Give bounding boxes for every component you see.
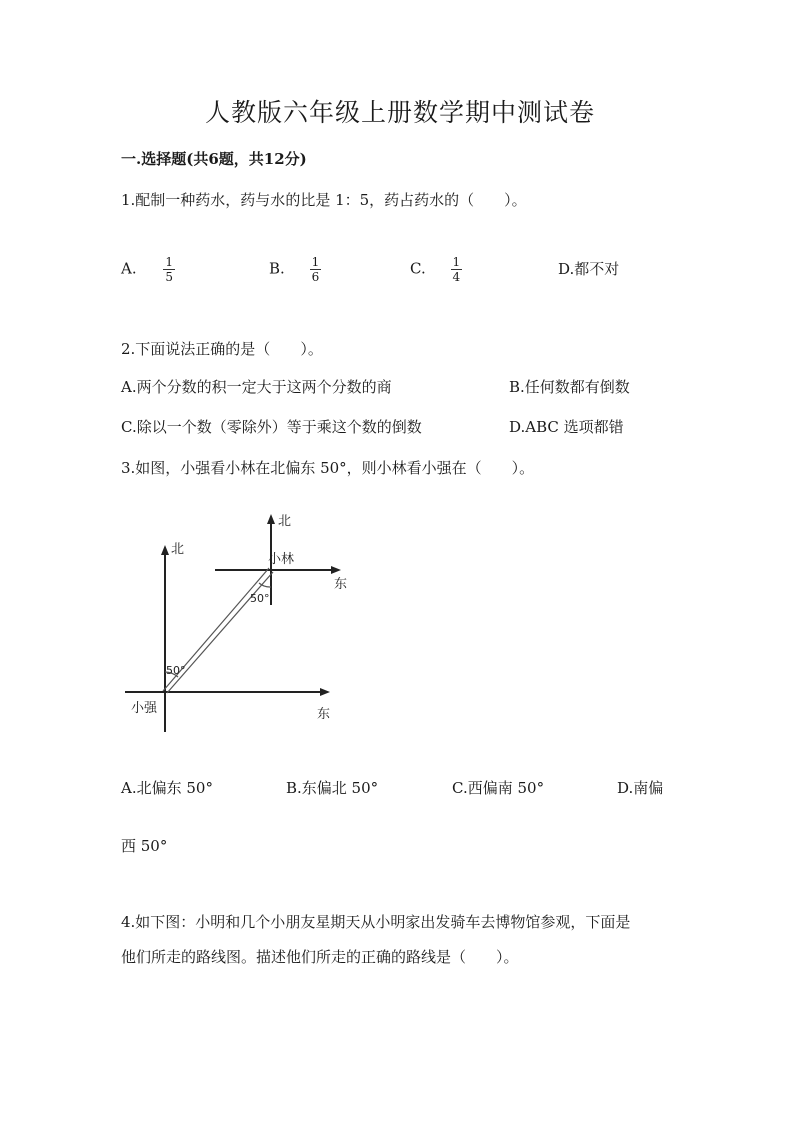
q1-option-a	[121, 255, 175, 284]
label-north-xiaolin: 北	[278, 514, 292, 529]
question-2-stem: 2.下面说法正确的是（ ）。	[121, 340, 323, 358]
angle-label-xiaoqiang: 50°	[166, 664, 186, 677]
q1-option-c-fraction	[451, 255, 463, 284]
q3-option-b: B.东偏北 50°	[286, 779, 379, 797]
q1-option-b-fraction	[310, 255, 322, 284]
q3-option-d: D.南偏	[617, 779, 664, 797]
q1-option-b-denominator: 6	[311, 270, 320, 284]
xiaoqiang-east-arrow	[320, 688, 330, 696]
q2-option-c: C.除以一个数（零除外）等于乘这个数的倒数	[121, 418, 422, 436]
question-4-stem-line-2: 他们所走的路线图。描述他们所走的正确的路线是（ ）。	[121, 948, 519, 966]
label-xiaoqiang: 小强	[131, 701, 158, 716]
xiaolin-east-arrow	[331, 566, 341, 574]
q1-option-c-letter: C.	[410, 259, 426, 278]
q3-option-d-wrap: 西 50°	[121, 837, 168, 855]
q2-option-a: A.两个分数的积一定大于这两个分数的商	[121, 378, 392, 396]
q1-option-d	[558, 258, 619, 279]
q1-option-a-numerator: 1	[165, 255, 174, 269]
label-xiaolin: 小林	[268, 552, 295, 567]
q3-option-c: C.西偏南 50°	[452, 779, 545, 797]
xiaoqiang-north-arrow	[161, 545, 169, 555]
q1-option-a-letter: A.	[121, 259, 137, 278]
question-1-stem: 1.配制一种药水，药与水的比是 1：5，药占药水的（ ）。	[121, 191, 527, 209]
xiaolin-north-arrow	[267, 514, 275, 524]
q2-option-d: D.ABC 选项都错	[509, 418, 624, 436]
label-east-xiaoqiang: 东	[317, 707, 331, 722]
section-heading: 一.选择题(共6题，共12分)	[121, 150, 307, 168]
angle-label-xiaolin: 50°	[250, 592, 270, 605]
label-north-xiaoqiang: 北	[171, 542, 185, 557]
q1-option-d-letter: D.	[558, 260, 575, 278]
q1-option-b-letter: B.	[269, 259, 285, 278]
label-east-xiaolin: 东	[334, 577, 348, 592]
q2-option-b: B.任何数都有倒数	[509, 378, 630, 396]
q1-option-b	[269, 255, 321, 284]
direction-diagram	[118, 505, 368, 737]
question-3-stem: 3.如图，小强看小林在北偏东 50°，则小林看小强在（ ）。	[121, 459, 535, 477]
q1-option-a-fraction	[163, 255, 175, 284]
page-title: 人教版六年级上册数学期中测试卷	[204, 98, 595, 127]
q1-option-c-denominator: 4	[452, 270, 461, 284]
q1-option-b-numerator: 1	[311, 255, 320, 269]
q1-option-c	[410, 255, 462, 284]
q1-option-a-denominator: 5	[165, 270, 174, 284]
q1-option-c-numerator: 1	[452, 255, 461, 269]
q1-option-d-text: 都不对	[574, 260, 620, 278]
q3-option-a: A.北偏东 50°	[121, 779, 213, 797]
question-4-stem-line-1: 4.如下图：小明和几个小朋友星期天从小明家出发骑车去博物馆参观，下面是	[121, 913, 631, 931]
